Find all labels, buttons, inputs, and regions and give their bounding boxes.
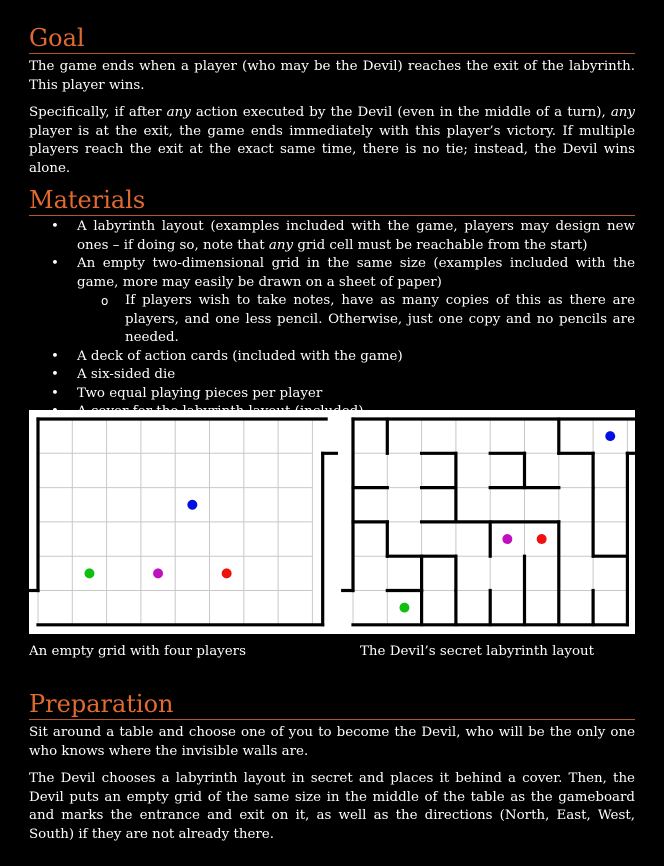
caption-empty-grid: An empty grid with four players [29,644,246,659]
preparation-section [29,690,635,844]
goal-heading: Goal [29,24,635,54]
preparation-paragraph-2: The Devil chooses a labyrinth layout in secret and places it behind a cover. Then, the Devil puts an empty grid of the same size in the middle of the table as the gameboard and marks the entrance and exit on it, as well as the directions (North, East, West, South) if they are not already there. [29,771,635,842]
player-piece-blue [187,500,197,510]
list-item: • A labyrinth layout (examples included with the game, players may design new ones – if doing so, note that any grid cell must be reachable from the start) [51,219,635,253]
list-item: o If players wish to take notes, have as many copies of this as there are players, and one less pencil. Otherwise, just one copy and no pencils are needed. [101,293,635,345]
materials-list [29,218,635,422]
player-piece-green [399,603,409,613]
list-item: • Two equal playing pieces per player [51,385,323,401]
list-item: • A six-sided die [51,367,176,382]
caption-labyrinth: The Devil’s secret labyrinth layout [360,644,595,659]
materials-section [29,186,635,422]
player-piece-green [84,568,94,578]
player-piece-blue [605,431,615,441]
goal-paragraph-1: The game ends when a player (who may be the Devil) reaches the exit of the labyrinth. This player wins. [29,59,635,93]
goal-section [29,24,635,178]
player-piece-magenta [153,568,163,578]
list-item: • A deck of action cards (included with the game) [51,348,403,364]
preparation-paragraph-1: Sit around a table and choose one of you to become the Devil, who will be the only one who knows where the invisible walls are. [29,725,635,759]
figures-panel [29,410,635,634]
list-item: • An empty two-dimensional grid in the same size (examples included with the game, more may easily be drawn on a sheet of paper) o If players wish to take notes, have as many copies of this as there are players, and one less pencil. Otherwise, just one copy and no pencils are needed. [29,255,635,348]
labyrinth-figures [29,410,635,634]
player-piece-magenta [502,534,512,544]
materials-sublist [77,292,635,348]
goal-paragraph-2: Specifically, if after any action executed by the Devil (even in the middle of a turn), any player is at the exit, the game ends immediately with this player’s victory. If multiple players reach the exit at the exact same time, there is no tie; instead, the Devil wins alone. [29,105,635,176]
preparation-heading: Preparation [29,690,635,720]
player-piece-red [222,568,232,578]
materials-heading: Materials [29,186,635,216]
player-piece-red [537,534,547,544]
